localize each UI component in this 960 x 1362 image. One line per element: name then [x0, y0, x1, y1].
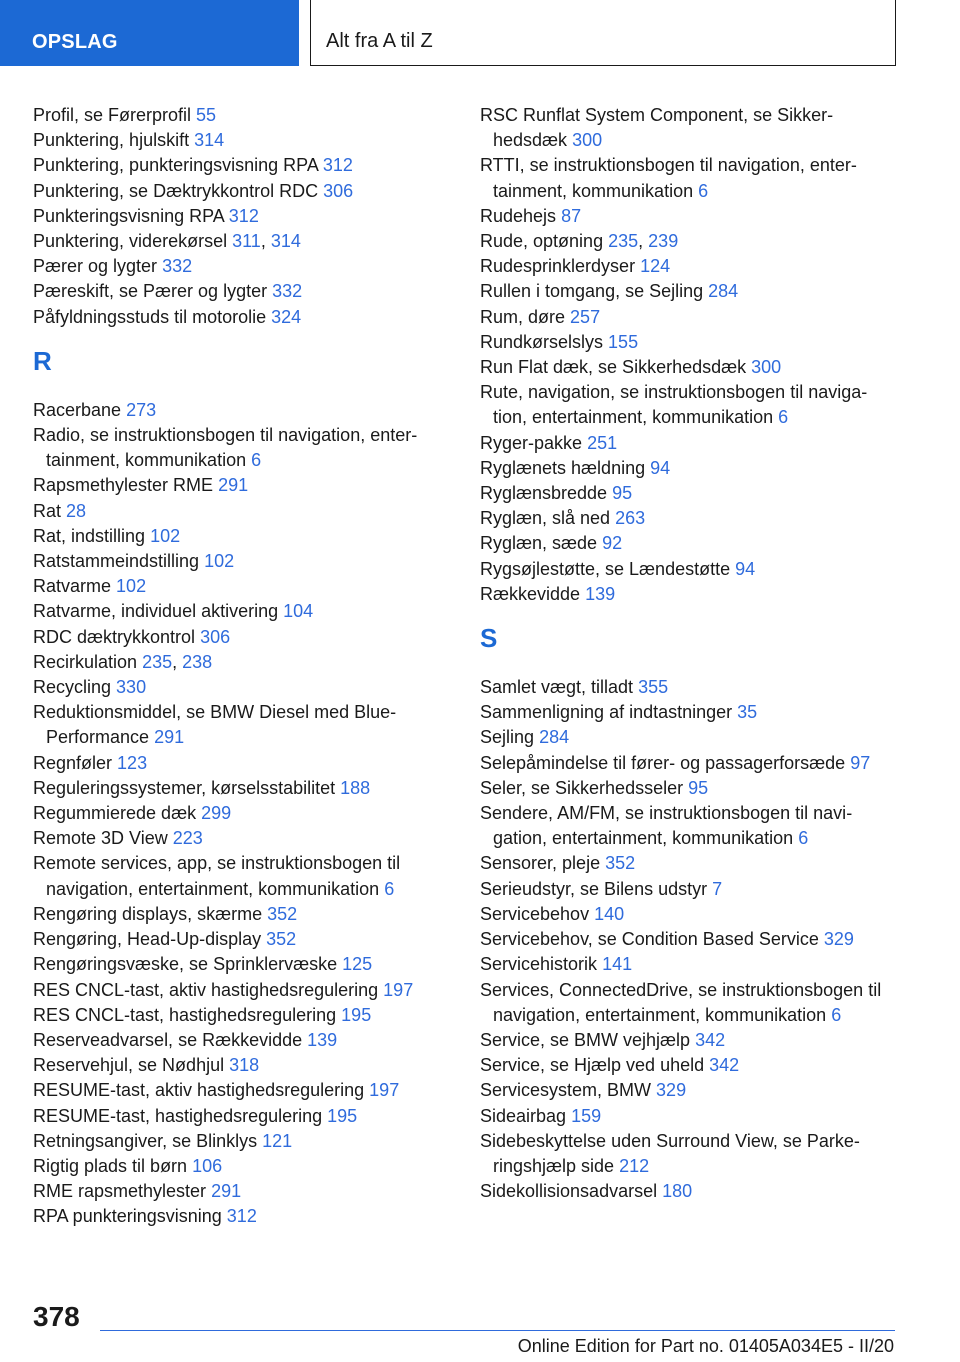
page-reference-link[interactable]: 223	[172, 828, 203, 849]
index-entry	[33, 952, 445, 977]
index-entry-term: RPA punkteringsvisning	[33, 1206, 222, 1227]
page-reference-link[interactable]: 330	[116, 677, 147, 698]
index-entry-term: Punktering, se Dæktrykkontrol RDC	[33, 180, 319, 201]
page-reference-link[interactable]: 6	[831, 1004, 842, 1025]
index-entry-term: Rudehejs	[480, 205, 557, 226]
index-entry-term: Sendere, AM/FM, se instruktionsbogen til navigation, entertainment, kommunikation	[480, 803, 853, 849]
page-reference-link[interactable]: 97	[850, 752, 871, 773]
index-entry	[33, 1053, 445, 1078]
index-entry	[480, 978, 892, 1028]
page-reference-link[interactable]: 352	[266, 929, 297, 950]
index-entry	[33, 978, 445, 1003]
index-entry	[480, 776, 892, 801]
index-entry-term: Servicesystem, BMW	[480, 1080, 652, 1101]
index-entry-term: RDC dæktrykkontrol	[33, 626, 196, 647]
index-entry-term: Sidekollisionsadvarsel	[480, 1181, 658, 1202]
page-reference-link[interactable]: 312	[226, 1206, 257, 1227]
index-entry-term: Rudesprinklerdyser	[480, 256, 636, 277]
index-entry-term: Recirkulation	[33, 651, 138, 672]
index-entry-term: Services, ConnectedDrive, se instruktionsbogen til navigation, entertainment, kommunikation	[480, 979, 882, 1025]
page-reference-link[interactable]: 102	[150, 525, 181, 546]
index-entry	[480, 103, 892, 153]
page-reference-link[interactable]: 197	[369, 1080, 400, 1101]
index-entry	[33, 1003, 445, 1028]
index-entry	[33, 103, 445, 128]
index-entry	[33, 1078, 445, 1103]
page-reference-link[interactable]: 239	[648, 231, 679, 252]
index-entry-term: Rute, navigation, se instruktionsbogen til navigation, entertainment, kommunikation	[480, 382, 868, 428]
page-reference-link[interactable]: 312	[322, 155, 353, 176]
page-reference-link[interactable]: 124	[640, 256, 671, 277]
page-reference-link[interactable]: 352	[605, 853, 636, 874]
index-entry-term: Servicebehov	[480, 903, 590, 924]
page-reference-link[interactable]: 102	[204, 551, 235, 572]
index-entry-term: Rullen i tomgang, se Sejling	[480, 281, 704, 302]
index-entry	[480, 380, 892, 430]
index-entry	[33, 902, 445, 927]
chapter-title: Alt fra A til Z	[310, 0, 896, 66]
page-reference-link[interactable]: 318	[229, 1055, 260, 1076]
index-entry-term: Remote 3D View	[33, 828, 168, 849]
index-entry-term: Ratvarme, individuel aktivering	[33, 601, 279, 622]
index-entry-term: Reduktionsmiddel, se BMW Diesel med BluePerformance	[33, 702, 397, 748]
index-entry-term: Sidebeskyttelse uden Surround View, se Parkeringshjælp side	[480, 1130, 860, 1176]
index-entry-term: Service, se Hjælp ved uheld	[480, 1055, 705, 1076]
index-entry: Rude, optøning 235, 239	[480, 231, 679, 252]
page-reference-link[interactable]: 159	[571, 1105, 602, 1126]
index-entry-term: RSC Runflat System Component, se Sikkerhedsdæk	[480, 105, 834, 151]
page-reference-link[interactable]: 284	[708, 281, 739, 302]
index-entry	[480, 725, 892, 750]
index-entry-term: Rat	[33, 500, 62, 521]
index-entry	[33, 1154, 445, 1179]
page-reference-link[interactable]: 300	[572, 130, 603, 151]
page-reference-link[interactable]: 257	[570, 306, 601, 327]
index-entry-term: Ryglænsbredde	[480, 483, 608, 504]
page-reference-link[interactable]: 235	[142, 651, 173, 672]
page-reference-link[interactable]: 324	[271, 306, 302, 327]
index-entry-term: Sammenligning af indtastninger	[480, 702, 733, 723]
index-entry-term: Punktering, punkteringsvisning RPA	[33, 155, 318, 176]
index-entry-term: Regummierede dæk	[33, 803, 197, 824]
index-entry-term: Ryglæn, slå ned	[480, 508, 611, 529]
index-entry-term: Remote services, app, se instruktionsbogen til navigation, entertainment, kommunikation	[33, 853, 401, 899]
page-reference-link[interactable]: 188	[340, 777, 371, 798]
section-tab: OPSLAG	[0, 0, 299, 66]
index-entry	[33, 524, 445, 549]
index-entry-term: Rat, indstilling	[33, 525, 146, 546]
index-entry-term: Ryglæn, sæde	[480, 533, 598, 554]
index-entry-term: Sejling	[480, 727, 535, 748]
page-reference-link[interactable]: 263	[615, 508, 646, 529]
index-entry	[480, 675, 892, 700]
index-entry-term: Rum, døre	[480, 306, 566, 327]
index-entry-term: Retningsangiver, se Blinklys	[33, 1130, 258, 1151]
page-reference-link[interactable]: 311	[232, 231, 261, 252]
index-entry: Recirkulation 235, 238	[33, 651, 213, 672]
page-reference-link[interactable]: 314	[270, 231, 301, 252]
index-entry	[480, 751, 892, 776]
index-entry	[480, 481, 892, 506]
index-entry	[480, 254, 892, 279]
index-entry-term: Rapsmethylester RME	[33, 475, 214, 496]
page-reference-link[interactable]: 235	[608, 231, 639, 252]
index-entry	[33, 751, 445, 776]
index-entry	[480, 582, 892, 607]
page-reference-link[interactable]: 300	[751, 357, 782, 378]
index-entry-term: Ratstammeindstilling	[33, 551, 200, 572]
index-entry-term: Selepåmindelse til fører- og passagerforsæde	[480, 752, 846, 773]
page-reference-link[interactable]: 284	[539, 727, 570, 748]
page-reference-link[interactable]: 123	[117, 752, 148, 773]
page-reference-link[interactable]: 291	[211, 1181, 242, 1202]
page-reference-link[interactable]: 329	[656, 1080, 687, 1101]
page-reference-link[interactable]: 312	[228, 205, 259, 226]
page-reference-link[interactable]: 291	[218, 475, 249, 496]
index-entry-term: Serieudstyr, se Bilens udstyr	[480, 878, 708, 899]
page-reference-link[interactable]: 94	[650, 457, 671, 478]
page-reference-link[interactable]: 28	[66, 500, 87, 521]
page-reference-link[interactable]: 332	[162, 256, 193, 277]
index-entry	[33, 398, 445, 423]
page-reference-link[interactable]: 195	[327, 1105, 358, 1126]
index-entry-term: Punkteringsvisning RPA	[33, 205, 224, 226]
index-entry-term: RESUME-tast, hastighedsregulering	[33, 1105, 323, 1126]
index-entry-term: Rygsøjlestøtte, se Lændestøtte	[480, 558, 731, 579]
index-entry-term: Pærer og lygter	[33, 256, 158, 277]
page-reference-link[interactable]: 342	[695, 1029, 726, 1050]
index-entry-term: RTTI, se instruktionsbogen til navigation, entertainment, kommunikation	[480, 155, 857, 201]
page-reference-link[interactable]: 35	[737, 702, 758, 723]
page-reference-link[interactable]: 139	[585, 583, 616, 604]
index-entry-term: Ryger-pakke	[480, 432, 583, 453]
index-entry-term: Regnføler	[33, 752, 113, 773]
index-entry-term: Profil, se Førerprofil	[33, 105, 192, 125]
index-entry	[33, 700, 445, 750]
page-reference-link[interactable]: 6	[698, 180, 709, 201]
index-entry	[480, 1129, 892, 1179]
page-reference-link[interactable]: 6	[778, 407, 789, 428]
index-entry	[33, 776, 445, 801]
index-entry-term: Reservehjul, se Nødhjul	[33, 1055, 225, 1076]
index-entry-term: Punktering, hjulskift	[33, 130, 190, 151]
index-entry	[33, 574, 445, 599]
index-entry-term: Rengøring displays, skærme	[33, 903, 263, 924]
index-entry-term: Recycling	[33, 677, 112, 698]
index-entry-term: Racerbane	[33, 399, 122, 420]
footer-divider	[100, 1330, 895, 1331]
index-entry-term: Run Flat dæk, se Sikkerhedsdæk	[480, 357, 747, 378]
index-letter-heading: R	[33, 345, 52, 376]
index-entry	[480, 1179, 892, 1204]
index-entry	[480, 1104, 892, 1129]
index-entry	[33, 423, 445, 473]
page-reference-link[interactable]: 121	[262, 1130, 293, 1151]
index-entry	[33, 1204, 445, 1229]
index-entry	[480, 456, 892, 481]
index-entry	[33, 153, 445, 178]
index-entry	[480, 506, 892, 531]
index-entry	[33, 625, 445, 650]
index-entry	[33, 927, 445, 952]
page-reference-link[interactable]: 92	[602, 533, 623, 554]
index-entry	[480, 851, 892, 876]
page-reference-link[interactable]: 94	[735, 558, 756, 579]
page-reference-link[interactable]: 155	[608, 331, 639, 352]
page-reference-link[interactable]: 55	[196, 105, 217, 125]
page-reference-link[interactable]: 195	[341, 1004, 372, 1025]
index-entry-term: Servicehistorik	[480, 954, 598, 975]
index-entry-term: Service, se BMW vejhjælp	[480, 1029, 691, 1050]
index-entry-term: Radio, se instruktionsbogen til navigation, entertainment, kommunikation	[33, 425, 418, 471]
page-reference-link[interactable]: 352	[267, 903, 298, 924]
index-entry-term: Rengøring, Head-Up-display	[33, 929, 262, 950]
index-entry	[33, 473, 445, 498]
index-entry	[33, 1104, 445, 1129]
index-entry-term: Reguleringssystemer, kørselsstabilitet	[33, 777, 336, 798]
page-reference-link[interactable]: 197	[383, 979, 414, 1000]
page-reference-link[interactable]: 342	[709, 1055, 740, 1076]
index-entry	[33, 599, 445, 624]
page-reference-link[interactable]: 106	[192, 1155, 223, 1176]
index-entry-term: Ratvarme	[33, 576, 112, 597]
page-reference-link[interactable]: 251	[587, 432, 618, 453]
index-entry	[480, 700, 892, 725]
page-reference-link[interactable]: 306	[323, 180, 354, 201]
index-entry-term: Reserveadvarsel, se Rækkevidde	[33, 1029, 303, 1050]
page-reference-link[interactable]: 6	[251, 450, 262, 471]
index-column-left	[33, 103, 445, 1230]
index-entry-term: Sensorer, pleje	[480, 853, 601, 874]
index-entry-term: Rundkørselslys	[480, 331, 604, 352]
index-entry	[33, 826, 445, 851]
page-reference-link[interactable]: 299	[201, 803, 232, 824]
index-entry	[33, 1028, 445, 1053]
page-reference-link[interactable]: 141	[602, 954, 633, 975]
page-reference-link[interactable]: 139	[307, 1029, 338, 1050]
page-reference-link[interactable]: 355	[638, 677, 669, 698]
page-reference-link[interactable]: 6	[798, 828, 809, 849]
index-entry	[480, 279, 892, 304]
index-entry-term: Seler, se Sikkerhedsseler	[480, 777, 684, 798]
index-entry	[33, 279, 445, 304]
index-entry-term: Rude, optøning	[480, 231, 604, 252]
index-entry-term: Punktering, viderekørsel	[33, 231, 228, 252]
page-reference-link[interactable]: 332	[272, 281, 303, 302]
page-reference-link[interactable]: 87	[561, 205, 582, 226]
index-entry	[480, 305, 892, 330]
page-reference-link[interactable]: 95	[612, 483, 633, 504]
index-entry-term: Påfyldningsstuds til motorolie	[33, 306, 267, 327]
index-entry	[480, 330, 892, 355]
page-reference-link[interactable]: 6	[384, 878, 395, 899]
page-reference-link[interactable]: 104	[283, 601, 314, 622]
page-reference-link[interactable]: 180	[662, 1181, 693, 1202]
page-reference-link[interactable]: 329	[823, 929, 854, 950]
index-entry	[33, 675, 445, 700]
index-entry	[33, 179, 445, 204]
index-entry	[480, 204, 892, 229]
index-entry	[33, 1129, 445, 1154]
page-reference-link[interactable]: 306	[200, 626, 231, 647]
index-entry	[480, 801, 892, 851]
index-entry	[480, 902, 892, 927]
index-entry	[480, 531, 892, 556]
index-entry	[33, 801, 445, 826]
index-entry	[480, 952, 892, 977]
page-reference-link[interactable]: 125	[342, 954, 373, 975]
index-entry	[480, 927, 892, 952]
page-reference-link[interactable]: 291	[154, 727, 185, 748]
page-reference-link[interactable]: 314	[194, 130, 225, 151]
footer-edition-text: Online Edition for Part no. 01405A034E5 - II/20	[517, 1336, 894, 1356]
index-entry	[480, 153, 892, 203]
index-entry	[33, 128, 445, 153]
index-entry-term: Ryglænets hældning	[480, 457, 646, 478]
index-entry-term: RESUME-tast, aktiv hastighedsregulering	[33, 1080, 365, 1101]
index-entry	[480, 557, 892, 582]
index-entry	[480, 1053, 892, 1078]
page-reference-link[interactable]: 102	[116, 576, 147, 597]
index-entry	[33, 499, 445, 524]
index-letter-heading: S	[480, 623, 498, 654]
index-entry-term: Pæreskift, se Pærer og lygter	[33, 281, 268, 302]
index-entry	[480, 877, 892, 902]
index-column-right	[480, 103, 892, 1204]
index-entry	[33, 254, 445, 279]
index-entry: Punktering, viderekørsel 311, 314	[33, 231, 301, 252]
index-entry	[33, 1179, 445, 1204]
page-reference-link[interactable]: 7	[712, 878, 723, 899]
index-entry-term: Servicebehov, se Condition Based Service	[480, 929, 819, 950]
index-entry	[33, 305, 445, 330]
index-entry	[480, 1028, 892, 1053]
index-entry	[33, 204, 445, 229]
index-entry-term: RES CNCL-tast, hastighedsregulering	[33, 1004, 337, 1025]
index-entry	[480, 431, 892, 456]
page-reference-link[interactable]: 273	[126, 399, 157, 420]
page-reference-link[interactable]: 140	[594, 903, 625, 924]
page-reference-link[interactable]: 95	[688, 777, 709, 798]
page-number: 378	[33, 1301, 80, 1332]
index-entry-term: Samlet vægt, tilladt	[480, 677, 634, 698]
page-reference-link[interactable]: 238	[182, 651, 213, 672]
index-entry-term: Rækkevidde	[480, 583, 581, 604]
index-entry	[480, 355, 892, 380]
index-entry	[33, 549, 445, 574]
index-entry	[33, 851, 445, 901]
index-entry-term: RME rapsmethylester	[33, 1181, 207, 1202]
index-entry-term: Rengøringsvæske, se Sprinklervæske	[33, 954, 338, 975]
page-reference-link[interactable]: 212	[619, 1155, 650, 1176]
index-entry	[480, 1078, 892, 1103]
index-entry-term: Sideairbag	[480, 1105, 567, 1126]
index-entry-term: Rigtig plads til børn	[33, 1155, 188, 1176]
index-entry-term: RES CNCL-tast, aktiv hastighedsregulering	[33, 979, 379, 1000]
